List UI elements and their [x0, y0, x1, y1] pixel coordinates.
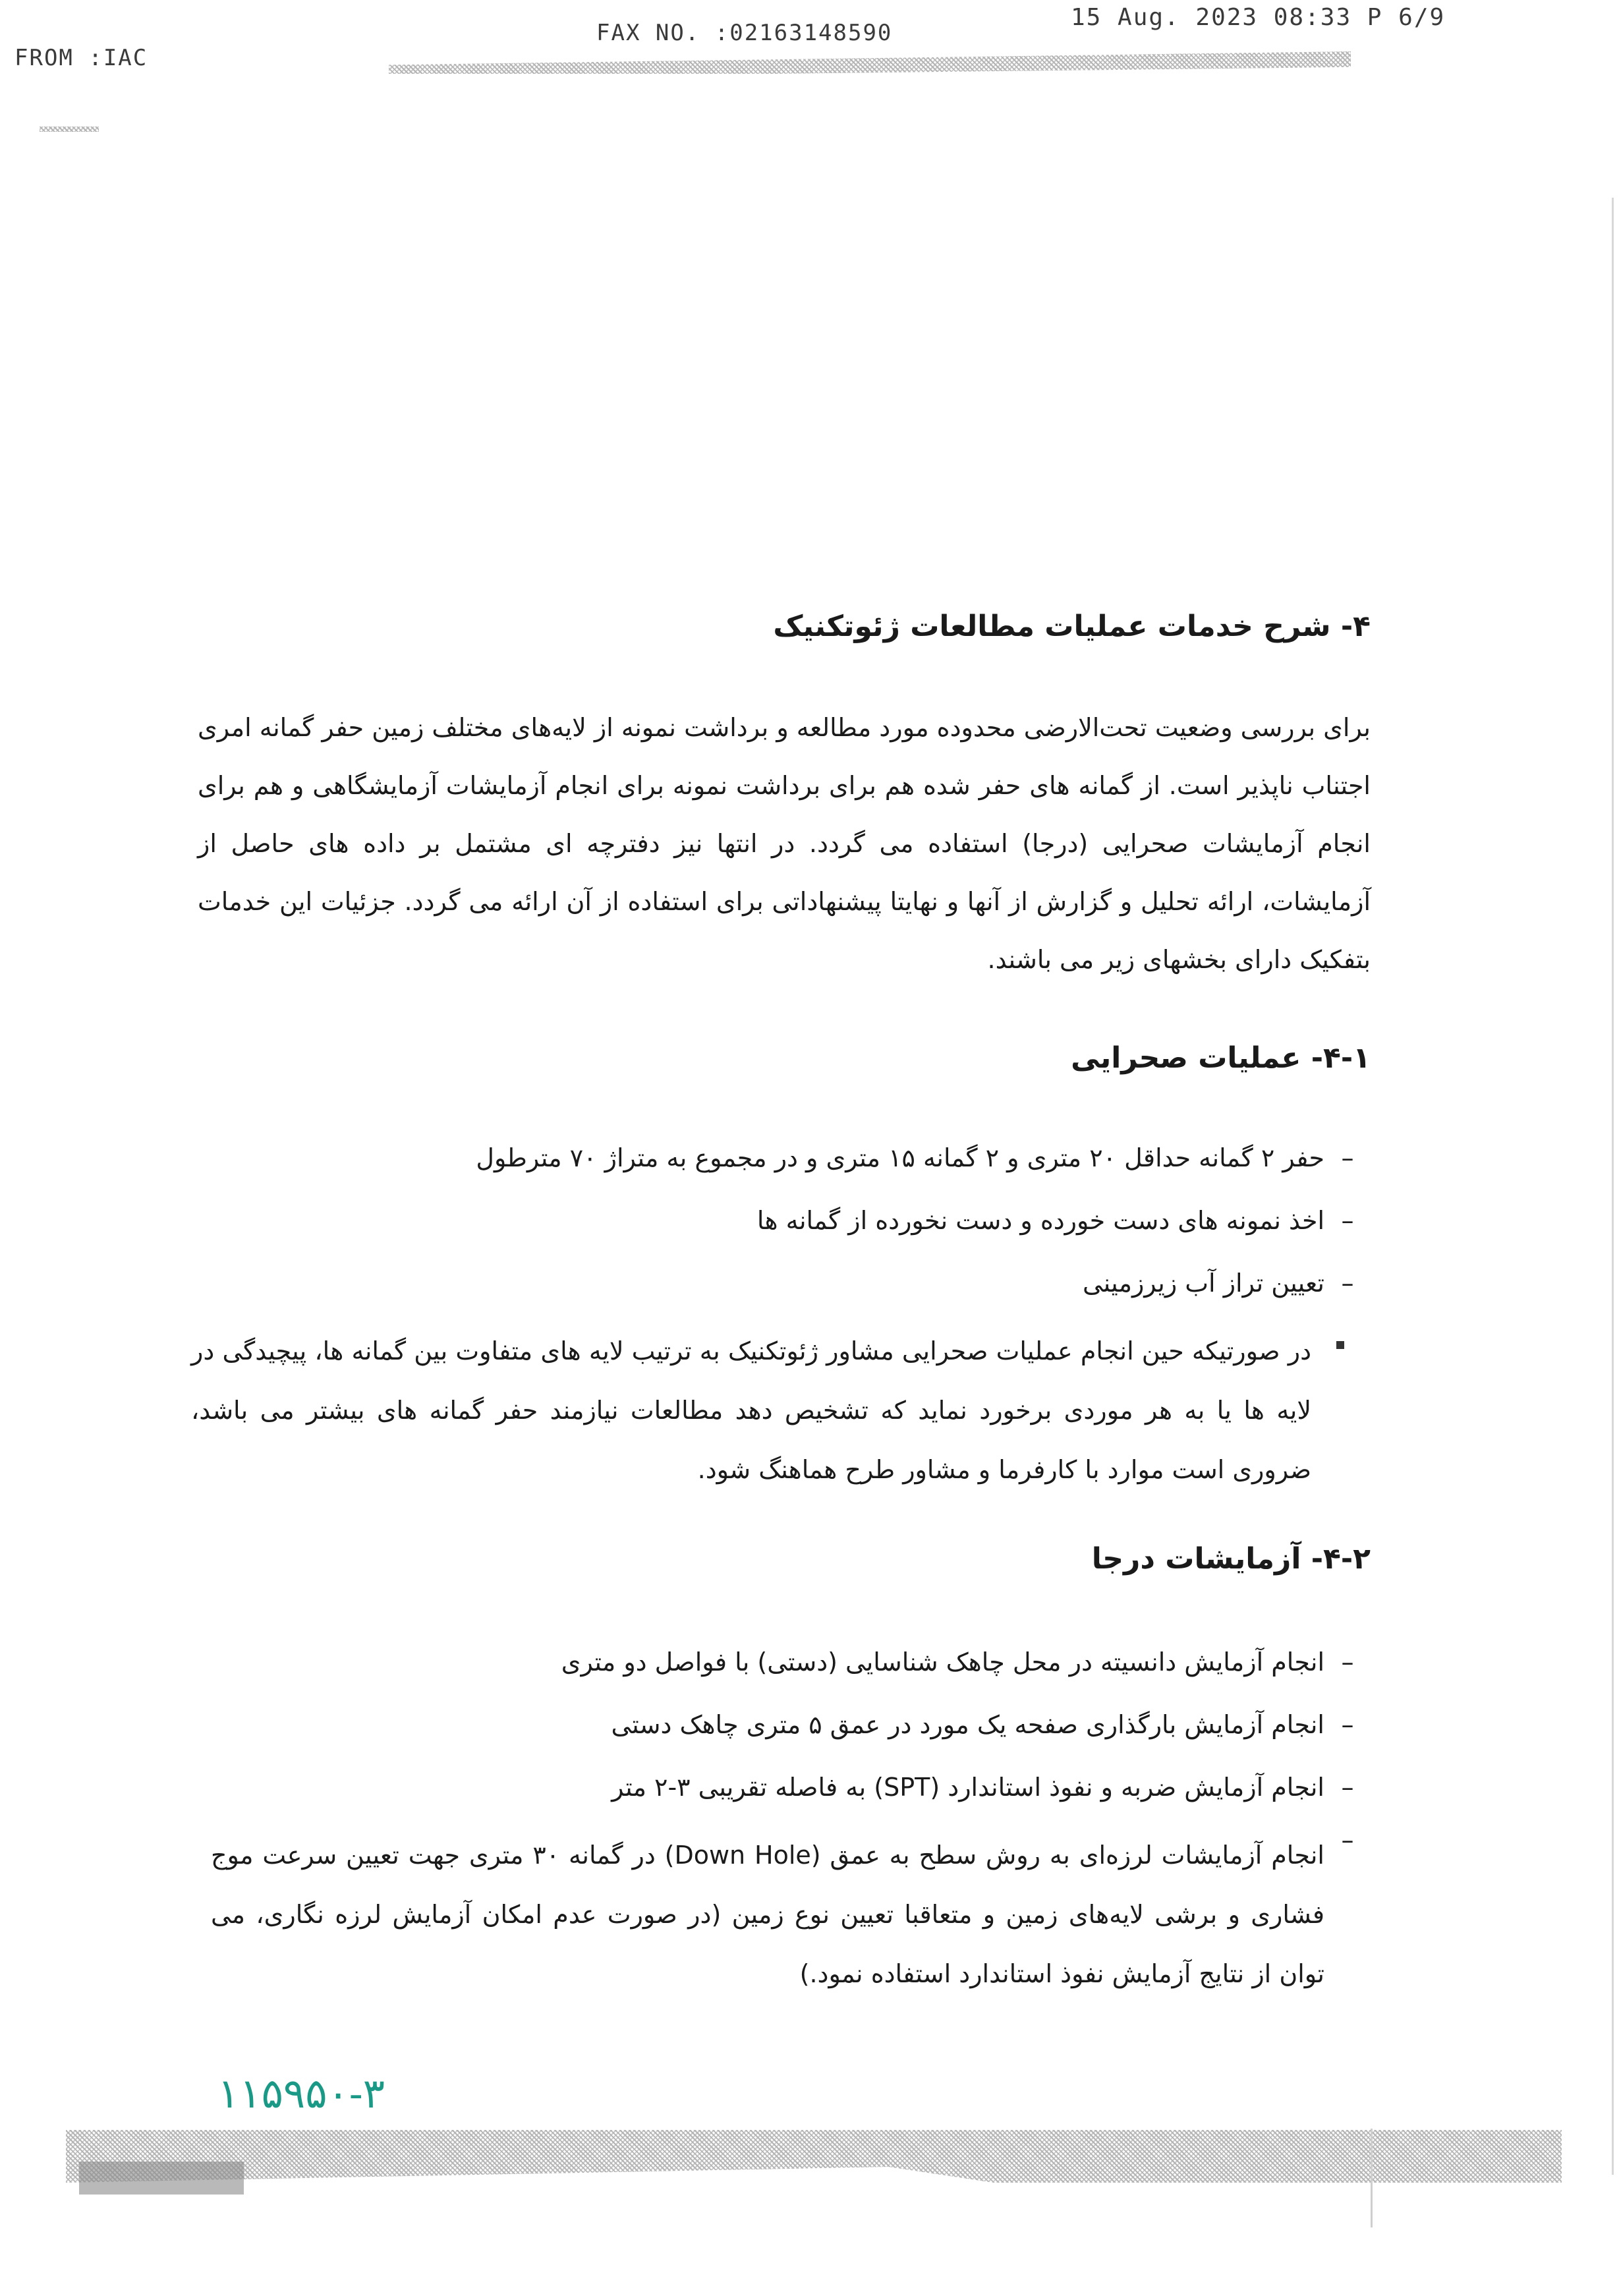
list-item-text: تعیین تراز آب زیرزمینی [1083, 1269, 1324, 1298]
section-4-heading: ۴- شرح خدمات عملیات مطالعات ژئوتکنیک [773, 610, 1371, 643]
footer-logo-icon [79, 2162, 244, 2195]
scan-noise-band-bottom [66, 2130, 1562, 2183]
note-text: در صورتیکه حین انجام عملیات صحرایی مشاور ژئوتکنیک به ترتیب لایه های متفاوت بین گمانه ها، پیچیدگی در لایه ها یا به هر موردی برخورد نماید که تشخیص دهد مطالعات نیازمند حفر گمانه های بیشتر می باشد، ضروری است موارد با کارفرما و مشاور طرح هماهنگ شود. [191, 1336, 1311, 1484]
list-dash: – [1341, 1710, 1354, 1739]
list-dash: – [1341, 1143, 1354, 1172]
fax-datetime: 15 Aug. 2023 08:33 P 6/9 [1071, 4, 1446, 31]
list-item [476, 1143, 1371, 1172]
scan-noise-band-top [389, 51, 1351, 74]
list-dash: – [1341, 1206, 1354, 1235]
list-item [1083, 1269, 1371, 1298]
fax-number: FAX NO. :02163148590 [596, 20, 893, 46]
fax-from-label: FROM :IAC [14, 45, 148, 71]
list-item-text: انجام آزمایش بارگذاری صفحه یک مورد در عمق ۵ متری چاهک دستی [611, 1710, 1324, 1739]
list-item-text: حفر ۲ گمانه حداقل ۲۰ متری و ۲ گمانه ۱۵ متری و در مجموع به متراژ ۷۰ مترطول [476, 1143, 1324, 1172]
section-4-2-heading: ۴-۲- آزمایشات درجا [1091, 1542, 1371, 1576]
list-item-text: انجام آزمایش ضربه و نفوذ استاندارد (SPT) به فاصله تقریبی ۳-۲ متر [611, 1773, 1324, 1802]
list-item [561, 1648, 1371, 1677]
scan-noise-mark [40, 127, 99, 132]
list-item-text: انجام آزمایش دانسیته در محل چاهک شناسایی (دستی) با فواصل دو متری [561, 1648, 1324, 1677]
list-item [611, 1773, 1371, 1802]
scan-edge-line [1371, 2129, 1373, 2227]
list-item-text: اخذ نمونه های دست خورده و دست نخورده از گمانه ها [756, 1206, 1324, 1235]
scan-edge-line [1612, 198, 1614, 2175]
section-4-1-heading: ۴-۱- عملیات صحرایی [1071, 1041, 1371, 1075]
list-item [611, 1710, 1371, 1739]
list-dash: – [1341, 1648, 1354, 1677]
list-dash: – [1341, 1773, 1354, 1802]
list-dash: – [1341, 1825, 1354, 1854]
list-dash: – [1341, 1269, 1354, 1298]
handwritten-reference-number: ۱۱۵۹۵۰-۳ [217, 2069, 385, 2117]
section-4-intro-paragraph: برای بررسی وضعیت تحت‌الارضی محدوده مورد مطالعه و برداشت نمونه از لایه‌های مختلف زمین حفر گمانه امری اجتناب ناپذیر است. از گمانه های حفر شده هم برای برداشت نمونه برای انجام آزمایشات آزمایشگاهی و هم برای انجام آزمایشات صحرایی (درجا) استفاده می گردد. در انتها نیز دفترچه ای مشتمل بر داده های حاصل از آزمایشات، ارائه تحلیل و گزارش از آنها و نهایتا پیشنهاداتی برای استفاده از آن ارائه می گردد. جزئیات این خدمات بتفکیک دارای بخشهای زیر می باشند. [198, 713, 1371, 974]
list-item-text: انجام آزمایشات لرزه‌ای به روش سطح به عمق (Down Hole) در گمانه ۳۰ متری جهت تعیین سرعت موج فشاری و برشی لایه‌های زمین و متعاقبا تعیین نوع زمین (در صورت عدم امکان آزمایش لرزه نگاری، می توان از نتایج آزمایش نفوذ استاندارد استفاده نمود.) [211, 1841, 1324, 1988]
square-bullet-icon [1336, 1341, 1344, 1349]
list-item [757, 1206, 1371, 1235]
